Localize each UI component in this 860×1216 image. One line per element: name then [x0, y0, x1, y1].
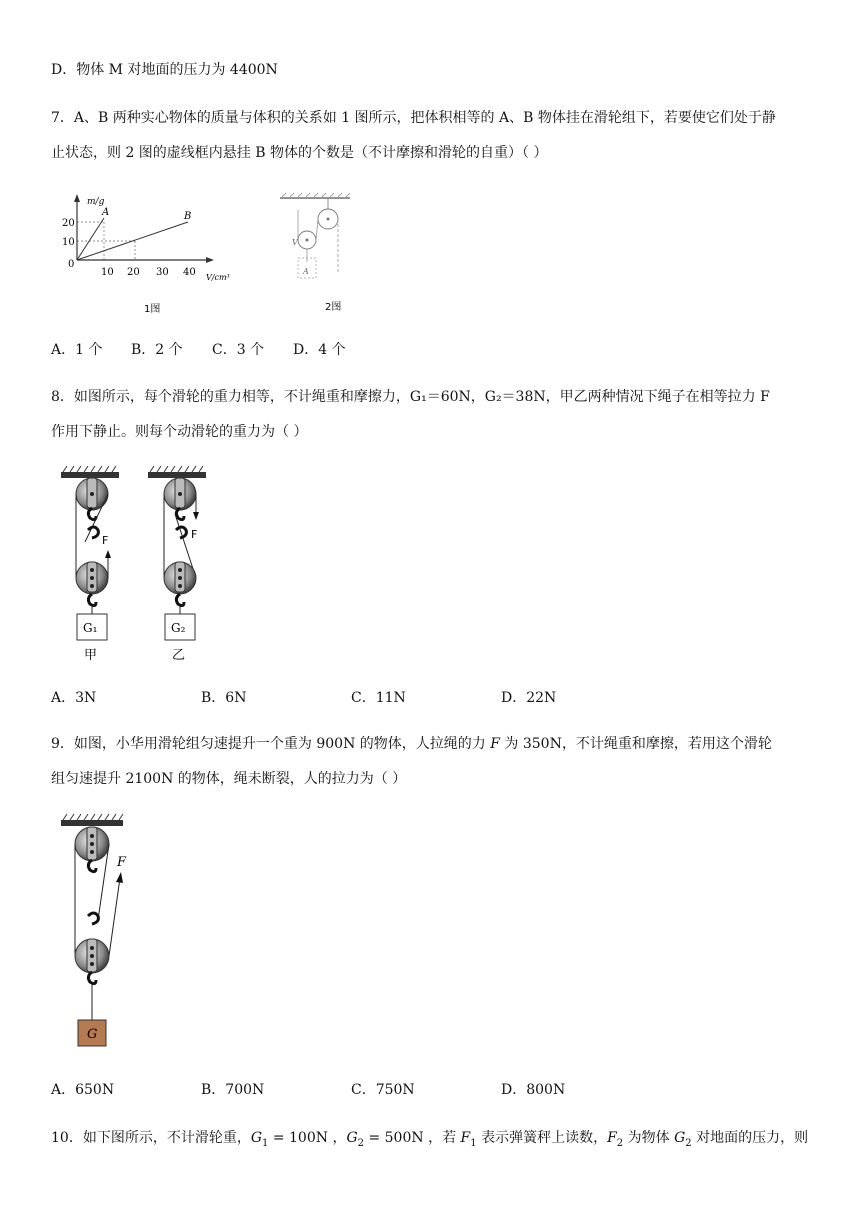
- q10-f1-sub: 1: [470, 1137, 477, 1149]
- q8-stem-line2: 作用下静止。则每个动滑轮的重力为（ ）: [51, 424, 308, 440]
- q10-end: 对地面的压力，则: [691, 1130, 809, 1146]
- figure-2-caption: 2图: [325, 302, 342, 313]
- arrow-f-yi: [193, 512, 199, 520]
- weight-g1-label: G₁: [83, 621, 98, 635]
- q8-option-d[interactable]: D．22N: [501, 690, 557, 706]
- q10-mid2: 为物体: [623, 1130, 675, 1146]
- q9-option-a[interactable]: A．650N: [51, 1082, 115, 1098]
- figure-1-caption: 1图: [144, 304, 161, 315]
- movable-pulley-axle: [306, 239, 309, 242]
- q7-option-a[interactable]: A．1 个: [51, 342, 103, 358]
- q8-option-a[interactable]: A．3N: [51, 690, 97, 706]
- q8-figure-pulleys: [55, 464, 225, 666]
- x-tick-30: 30: [156, 267, 169, 278]
- q10-g1-sub: 1: [262, 1137, 269, 1149]
- q7-option-c[interactable]: C．3 个: [212, 342, 265, 358]
- y-tick-0: 0: [68, 259, 75, 270]
- label-jia: 甲: [84, 648, 98, 663]
- q9-option-b[interactable]: B．700N: [201, 1082, 265, 1098]
- q10-g2b-var: G: [674, 1130, 686, 1146]
- q10-mid: 表示弹簧秤上读数，: [476, 1130, 608, 1146]
- force-label: F: [117, 855, 127, 870]
- q7-figure-1-chart: [60, 188, 240, 318]
- q9-stem-line1: [51, 734, 772, 754]
- q10-g2b-sub: 2: [685, 1137, 692, 1149]
- letter-a: V: [292, 238, 298, 247]
- q7-stem-line1: 7．A、B 两种实心物体的质量与体积的关系如 1 图所示，把体积相等的 A、B 物体挂在滑轮组下，若要使它们处于静: [51, 110, 776, 126]
- series-a-line: [77, 218, 104, 260]
- q8-stem-line1: 8．如图所示，每个滑轮的重力相等，不计绳重和摩擦力，G₁＝60N，G₂＝38N，甲乙两种情况下绳子在相等拉力 F: [51, 389, 770, 405]
- ceiling-hatch: [282, 193, 350, 197]
- q10-pre: 10．如下图所示，不计滑轮重，: [51, 1130, 251, 1146]
- y-axis-label: m/g: [87, 197, 105, 207]
- box-letter: A: [303, 267, 309, 276]
- y-tick-10: 10: [62, 237, 75, 248]
- q10-stem-line1: [51, 1128, 808, 1154]
- series-b-label: B: [184, 211, 192, 222]
- q10-g2-val: = 500N ，若: [364, 1130, 461, 1146]
- ceiling-yi: [148, 472, 206, 478]
- y-tick-20: 20: [62, 218, 75, 229]
- x-axis-arrow: [206, 257, 214, 263]
- q9-stem-part-a: 9．如图，小华用滑轮组匀速提升一个重为 900N 的物体，人拉绳的力: [51, 736, 491, 752]
- q8-option-c[interactable]: C．11N: [351, 690, 406, 706]
- x-tick-10: 10: [101, 267, 114, 278]
- q10-f2-sub: 2: [616, 1137, 624, 1149]
- ceiling-jia: [61, 472, 119, 478]
- y-axis-arrow: [74, 194, 80, 202]
- q7-option-d[interactable]: D．4 个: [293, 342, 346, 358]
- q9-stem-part-b: 为 350N，不计绳重和摩擦，若用这个滑轮: [499, 736, 772, 752]
- arrow-f: [116, 872, 123, 883]
- q10-f2-var: F: [607, 1130, 617, 1146]
- q10-f1-var: F: [460, 1130, 471, 1146]
- force-label-jia: F: [102, 534, 109, 547]
- q10-g2-sub: 2: [357, 1137, 365, 1149]
- q9-stem-line2: 组匀速提升 2100N 的物体，绳未断裂，人的拉力为（ ）: [51, 771, 407, 787]
- q9-stem-var-f: F: [490, 736, 500, 752]
- rope-2: [316, 219, 318, 240]
- arrow-f-jia: [105, 550, 111, 558]
- q7-option-b[interactable]: B．2 个: [131, 342, 183, 358]
- q7-figure-2-pulley: [270, 190, 360, 320]
- q9-option-c[interactable]: C．750N: [351, 1082, 415, 1098]
- weight-g2-label: G₂: [171, 621, 186, 635]
- q8-option-b[interactable]: B．6N: [201, 690, 247, 706]
- setup-jia: [61, 466, 119, 663]
- weight-label: G: [87, 1027, 98, 1042]
- ceiling: [61, 820, 123, 826]
- label-yi: 乙: [172, 648, 186, 663]
- q9-option-d[interactable]: D．800N: [501, 1082, 566, 1098]
- force-label-yi: F: [191, 528, 198, 541]
- fixed-pulley-axle: [327, 218, 330, 221]
- q7-stem-line2: 止状态，则 2 图的虚线框内悬挂 B 物体的个数是（不计摩擦和滑轮的自重）（ ）: [51, 145, 548, 161]
- q10-g1-val: = 100N ，: [268, 1130, 347, 1146]
- series-a-label: A: [102, 207, 110, 218]
- x-tick-40: 40: [183, 267, 196, 278]
- q10-g1-var: G: [250, 1130, 263, 1146]
- q10-g2-var: G: [346, 1130, 358, 1146]
- x-axis-label: V/cm³: [206, 273, 230, 282]
- q6-option-d: D．物体 M 对地面的压力为 4400N: [51, 62, 278, 78]
- q9-figure-pulleys: [55, 812, 165, 1052]
- setup-yi: [148, 466, 206, 663]
- x-tick-20: 20: [127, 267, 140, 278]
